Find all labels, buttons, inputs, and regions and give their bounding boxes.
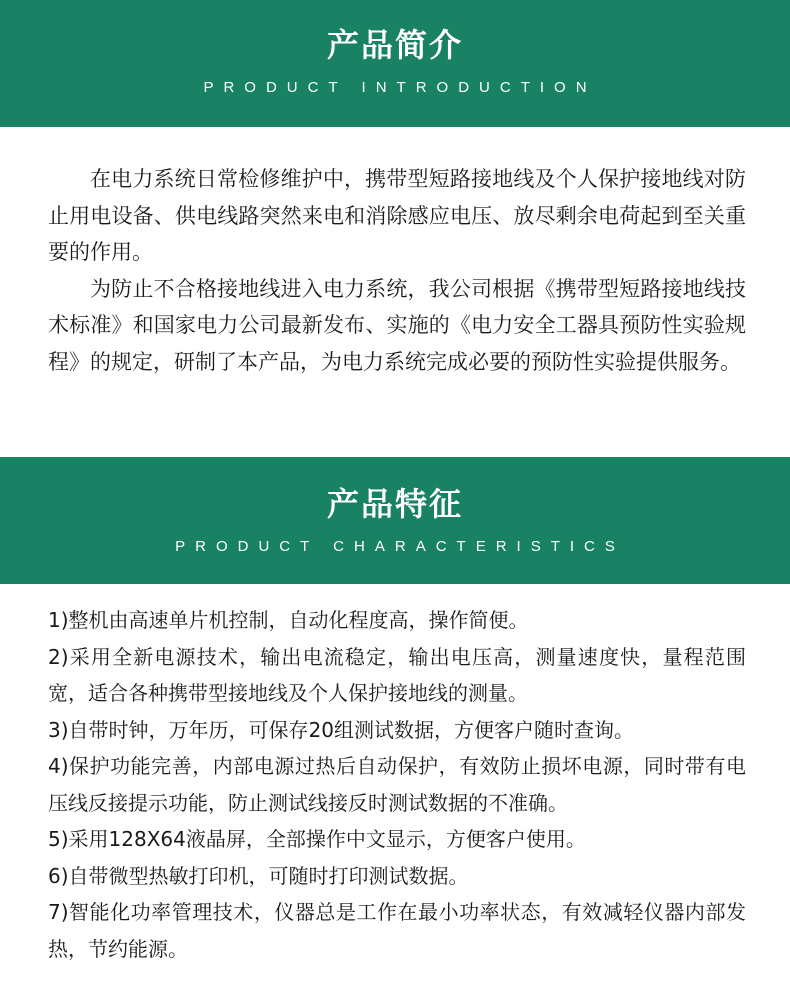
features-banner xyxy=(0,457,790,584)
feature-item-6: 6)自带微型热敏打印机，可随时打印测试数据。 xyxy=(48,863,469,888)
intro-content xyxy=(0,127,790,457)
feature-item-1: 1)整机由高速单片机控制，自动化程度高，操作简便。 xyxy=(48,608,529,632)
intro-banner xyxy=(0,0,790,127)
feature-item-2: 2)采用全新电源技术，输出电流稳定，输出电压高，测量速度快，量程范围宽，适合各种携带型接地线及个人保护接地线的测量。 xyxy=(48,644,746,705)
intro-subtitle: PRODUCT INTRODUCTION xyxy=(203,79,597,96)
feature-item-5: 5)采用128X64液晶屏，全部操作中文显示，方便客户使用。 xyxy=(48,827,586,851)
features-subtitle: PRODUCT CHARACTERISTICS xyxy=(175,538,625,555)
intro-title: 产品简介 xyxy=(326,26,463,64)
feature-item-7: 7)智能化功率管理技术，仪器总是工作在最小功率状态，有效减轻仪器内部发热，节约能源。 xyxy=(48,900,746,961)
feature-item-4: 4)保护功能完善，内部电源过热后自动保护，有效防止损坏电源，同时带有电压线反接提示功能，防止测试线接反时测试数据的不准确。 xyxy=(48,754,746,815)
intro-paragraph-1: 在电力系统日常检修维护中，携带型短路接地线及个人保护接地线对防止用电设备、供电线路突然来电和消除感应电压、放尽剩余电荷起到至关重要的作用。 xyxy=(48,167,746,264)
features-title: 产品特征 xyxy=(326,485,463,523)
features-list xyxy=(0,584,790,967)
feature-item-3: 3)自带时钟，万年历，可保存20组测试数据，方便客户随时查询。 xyxy=(48,717,634,742)
intro-paragraph-2: 为防止不合格接地线进入电力系统，我公司根据《携带型短路接地线技术标准》和国家电力公司最新发布、实施的《电力安全工器具预防性实验规程》的规定，研制了本产品，为电力系统完成必要的预防性实验提供服务。 xyxy=(48,276,746,374)
